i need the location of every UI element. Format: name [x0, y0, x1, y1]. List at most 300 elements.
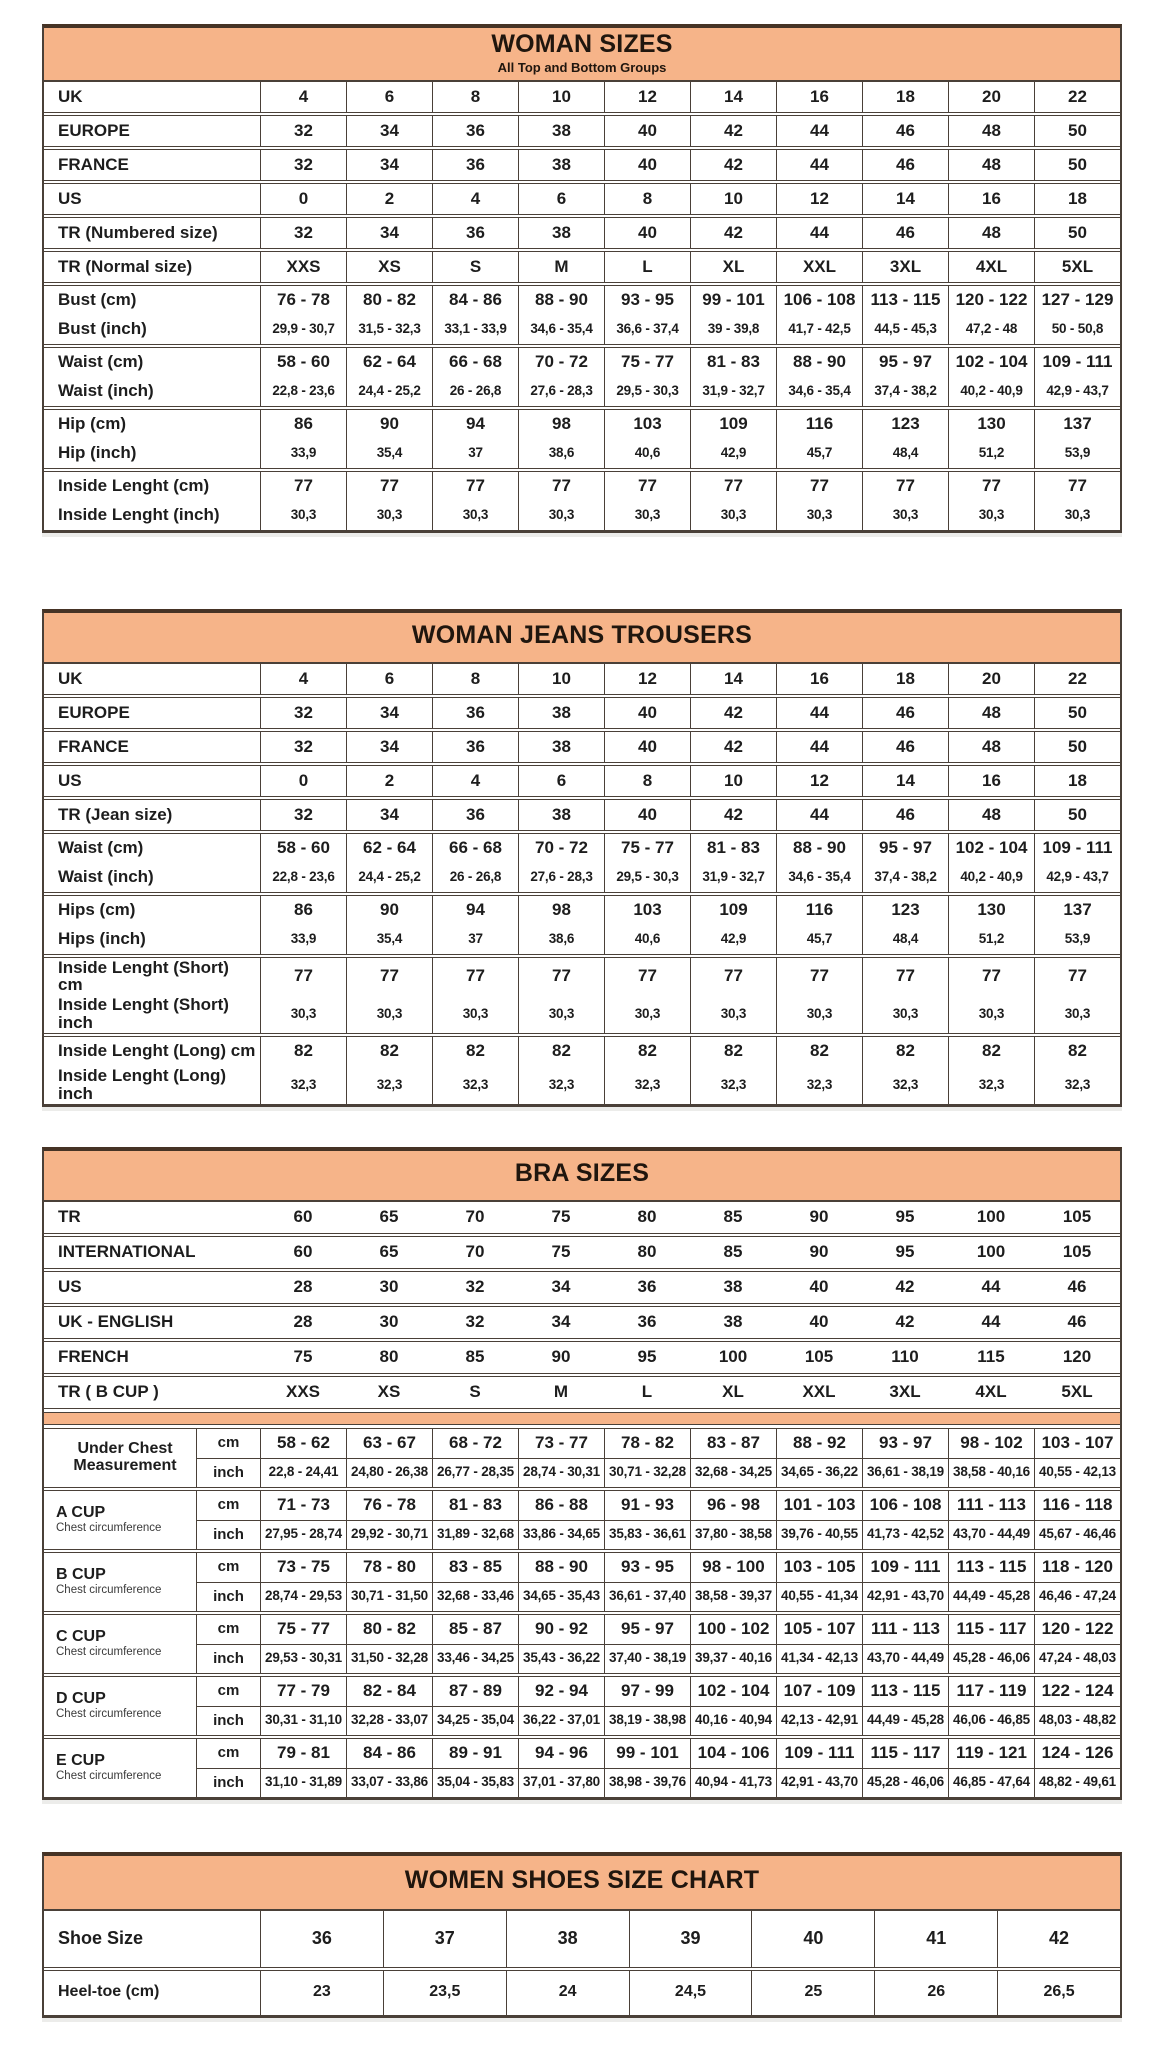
- size-cell: 34: [346, 800, 432, 830]
- size-cell: 82: [690, 1037, 776, 1066]
- size-cell: 50: [1034, 698, 1120, 728]
- size-cell: 98 - 100: [690, 1553, 776, 1582]
- size-cell: 90: [551, 1347, 571, 1367]
- size-cell: 37,80 - 38,58: [690, 1520, 776, 1549]
- size-cell: 46: [862, 218, 948, 248]
- size-cell: 30,3: [948, 995, 1034, 1033]
- size-cell: 42: [690, 800, 776, 830]
- cup-name: Under Chest Measurement: [73, 1439, 177, 1474]
- size-cell: 32: [260, 116, 346, 146]
- size-cell: 137: [1034, 896, 1120, 925]
- size-cell: 89 - 91: [432, 1739, 518, 1768]
- size-cell: 34,6 - 35,4: [776, 863, 862, 892]
- size-cell: 40,55 - 41,34: [776, 1582, 862, 1611]
- size-cell: 31,9 - 32,7: [690, 377, 776, 406]
- size-cell: 38,19 - 38,98: [604, 1706, 690, 1735]
- size-cell: 34: [551, 1312, 571, 1332]
- size-cell: 50: [1034, 116, 1120, 146]
- size-cell: 41: [874, 1911, 997, 1967]
- row-label: US: [58, 770, 82, 790]
- cup-row: [44, 1428, 1120, 1488]
- size-cell: 42: [690, 218, 776, 248]
- size-cell: 29,9 - 30,7: [260, 315, 346, 344]
- size-cell: 88 - 90: [518, 286, 604, 315]
- size-cell: 77: [518, 958, 604, 996]
- size-cell: 10: [690, 184, 776, 214]
- size-cell: 32,3: [862, 1066, 948, 1104]
- size-cell: 80 - 82: [346, 286, 432, 315]
- size-cell: 40: [604, 732, 690, 762]
- size-cell: 87 - 89: [432, 1677, 518, 1706]
- size-cell: 77: [1034, 958, 1120, 996]
- table-row: [44, 149, 1120, 181]
- size-cell: 48: [948, 150, 1034, 180]
- table-row: [44, 471, 1120, 531]
- size-cell: 8: [604, 766, 690, 796]
- size-cell: 127 - 129: [1034, 286, 1120, 315]
- size-cell: 23,5: [383, 1971, 506, 2015]
- size-cell: 50: [1034, 218, 1120, 248]
- size-cell: 37,40 - 38,19: [604, 1644, 690, 1673]
- size-cell: 40: [809, 1277, 829, 1297]
- cup-row: [44, 1490, 1120, 1550]
- row-label: Inside Lenght (cm): [58, 476, 210, 496]
- size-cell: 23: [260, 1971, 383, 2015]
- row-label: FRANCE: [58, 154, 129, 174]
- size-cell: 33,46 - 34,25: [432, 1644, 518, 1673]
- unit-label-inch: inch: [196, 1644, 260, 1673]
- size-cell: 32,3: [776, 1066, 862, 1104]
- size-cell: 93 - 95: [604, 286, 690, 315]
- size-cell: 39 - 39,8: [690, 315, 776, 344]
- size-cell: 90: [809, 1207, 829, 1227]
- cup-note: Chest circumference: [56, 1770, 162, 1783]
- size-cell: 10: [518, 664, 604, 694]
- size-cell: 40,6: [604, 439, 690, 468]
- size-cell: 53,9: [1034, 925, 1120, 954]
- size-cell: 58 - 62: [260, 1429, 346, 1458]
- size-cell: 6: [346, 82, 432, 112]
- size-cell: 20: [948, 82, 1034, 112]
- size-cell: 37,01 - 37,80: [518, 1768, 604, 1797]
- size-cell: 137: [1034, 410, 1120, 439]
- size-cell: 58 - 60: [260, 834, 346, 863]
- size-cell: 31,89 - 32,68: [432, 1520, 518, 1549]
- size-cell: 32: [260, 218, 346, 248]
- row-label: TR (Numbered size): [58, 222, 218, 242]
- row-label: FRANCE: [58, 736, 129, 756]
- row-label: TR (Normal size): [58, 256, 193, 276]
- size-cell: 102 - 104: [948, 834, 1034, 863]
- size-cell: 77: [862, 472, 948, 501]
- size-cell: XS: [346, 252, 432, 282]
- size-cell: 109 - 111: [862, 1553, 948, 1582]
- size-cell: 50 - 50,8: [1034, 315, 1120, 344]
- size-cell: 32,3: [604, 1066, 690, 1104]
- size-cell: 30: [379, 1277, 399, 1297]
- size-cell: 14: [862, 766, 948, 796]
- size-cell: 28: [293, 1277, 313, 1297]
- cup-note: Chest circumference: [56, 1708, 162, 1721]
- size-cell: 8: [432, 664, 518, 694]
- size-cell: 77: [948, 472, 1034, 501]
- size-cell: 38: [506, 1911, 629, 1967]
- size-cell: 90: [346, 896, 432, 925]
- size-cell: 18: [1034, 184, 1120, 214]
- size-cell: 107 - 109: [776, 1677, 862, 1706]
- size-cell: 88 - 90: [776, 348, 862, 377]
- size-cell: 79 - 81: [260, 1739, 346, 1768]
- size-cell: 88 - 92: [776, 1429, 862, 1458]
- size-cell: 36,6 - 37,4: [604, 315, 690, 344]
- size-cell: 82 - 84: [346, 1677, 432, 1706]
- cup-note: Chest circumference: [56, 1584, 162, 1597]
- row-label: Waist (cm): [58, 838, 144, 858]
- size-cell: 33,9: [260, 925, 346, 954]
- size-cell: 40: [604, 800, 690, 830]
- row-label: FRENCH: [58, 1347, 129, 1367]
- size-cell: 10: [690, 766, 776, 796]
- size-cell: 95 - 97: [862, 348, 948, 377]
- size-cell: 93 - 95: [604, 1553, 690, 1582]
- size-cell: 75 - 77: [260, 1615, 346, 1644]
- size-cell: 77: [862, 958, 948, 996]
- size-cell: 24: [506, 1971, 629, 2015]
- size-cell: 109 - 111: [1034, 834, 1120, 863]
- size-cell: 36: [432, 218, 518, 248]
- size-cell: 44,5 - 45,3: [862, 315, 948, 344]
- size-cell: 34: [551, 1277, 571, 1297]
- unit-label-cm: cm: [196, 1553, 260, 1582]
- size-cell: 30,3: [432, 995, 518, 1033]
- size-cell: 32,3: [260, 1066, 346, 1104]
- size-cell: 46,46 - 47,24: [1034, 1582, 1120, 1611]
- size-cell: S: [469, 1382, 481, 1402]
- size-cell: 85 - 87: [432, 1615, 518, 1644]
- size-cell: 31,10 - 31,89: [260, 1768, 346, 1797]
- size-cell: 93 - 97: [862, 1429, 948, 1458]
- size-cell: 111 - 113: [948, 1491, 1034, 1520]
- size-cell: 4: [432, 766, 518, 796]
- table-body: [44, 1910, 1120, 2016]
- size-cell: 10: [518, 82, 604, 112]
- table-row: [44, 895, 1120, 955]
- size-cell: 84 - 86: [432, 286, 518, 315]
- size-cell: 31,9 - 32,7: [690, 863, 776, 892]
- cup-name: D CUP: [56, 1689, 106, 1707]
- unit-label-cm: cm: [196, 1491, 260, 1520]
- size-cell: 80: [637, 1242, 657, 1262]
- size-cell: 30,3: [776, 501, 862, 530]
- table-row: [44, 81, 1120, 113]
- size-cell: 116 - 118: [1034, 1491, 1120, 1520]
- size-cell: 42: [690, 732, 776, 762]
- size-cell: 111 - 113: [862, 1615, 948, 1644]
- size-cell: 96 - 98: [690, 1491, 776, 1520]
- size-cell: 82: [346, 1037, 432, 1066]
- size-cell: 32,3: [518, 1066, 604, 1104]
- row-label: Waist (inch): [58, 867, 154, 887]
- size-cell: 98 - 102: [948, 1429, 1034, 1458]
- unit-label-inch: inch: [196, 1706, 260, 1735]
- size-cell: 71 - 73: [260, 1491, 346, 1520]
- size-cell: 75: [293, 1347, 313, 1367]
- row-label: US: [58, 188, 82, 208]
- size-cell: 42,9 - 43,7: [1034, 863, 1120, 892]
- size-cell: 40: [751, 1911, 874, 1967]
- size-cell: 122 - 124: [1034, 1677, 1120, 1706]
- size-cell: 105: [804, 1347, 834, 1367]
- size-cell: 78 - 82: [604, 1429, 690, 1458]
- size-cell: 24,5: [629, 1971, 752, 2015]
- row-label: EUROPE: [58, 702, 130, 722]
- size-cell: 36: [432, 150, 518, 180]
- size-cell: 0: [260, 184, 346, 214]
- size-cell: 80: [637, 1207, 657, 1227]
- size-cell: 77: [1034, 472, 1120, 501]
- row-label: Waist (inch): [58, 381, 154, 401]
- size-cell: 6: [346, 664, 432, 694]
- row-label: Inside Lenght (Long) inch: [58, 1065, 227, 1103]
- size-cell: 30,3: [604, 995, 690, 1033]
- size-cell: 77: [260, 472, 346, 501]
- row-label: TR (Jean size): [58, 804, 173, 824]
- size-cell: 109 - 111: [1034, 348, 1120, 377]
- size-cell: 22: [1034, 82, 1120, 112]
- size-cell: 51,2: [948, 925, 1034, 954]
- size-cell: 42,13 - 42,91: [776, 1706, 862, 1735]
- size-cell: 44: [776, 218, 862, 248]
- size-cell: 40: [809, 1312, 829, 1332]
- cup-name: B CUP: [56, 1565, 106, 1583]
- size-cell: 77: [604, 958, 690, 996]
- size-cell: 105: [1062, 1207, 1092, 1227]
- row-label: Inside Lenght (Long) cm: [58, 1041, 256, 1061]
- size-cell: 81 - 83: [690, 834, 776, 863]
- size-cell: 42: [895, 1277, 915, 1297]
- size-cell: 45,7: [776, 439, 862, 468]
- size-cell: 38: [518, 150, 604, 180]
- size-cell: XXL: [776, 252, 862, 282]
- size-cell: 26,5: [997, 1971, 1120, 2015]
- size-cell: 94: [432, 896, 518, 925]
- size-cell: 4XL: [948, 252, 1034, 282]
- size-cell: 30,3: [346, 995, 432, 1033]
- size-cell: 123: [862, 896, 948, 925]
- row-label: INTERNATIONAL: [58, 1242, 196, 1262]
- size-cell: 33,1 - 33,9: [432, 315, 518, 344]
- size-cell: 120: [1062, 1347, 1092, 1367]
- size-cell: 119 - 121: [948, 1739, 1034, 1768]
- size-cell: 35,83 - 36,61: [604, 1520, 690, 1549]
- size-cell: 95: [895, 1207, 915, 1227]
- size-cell: 36: [260, 1911, 383, 1967]
- size-cell: 34,25 - 35,04: [432, 1706, 518, 1735]
- size-cell: 84 - 86: [346, 1739, 432, 1768]
- table-row: [44, 731, 1120, 763]
- size-cell: 45,28 - 46,06: [862, 1768, 948, 1797]
- size-cell: 91 - 93: [604, 1491, 690, 1520]
- size-cell: 30,3: [776, 995, 862, 1033]
- size-cell: 42,91 - 43,70: [776, 1768, 862, 1797]
- size-cell: 95 - 97: [604, 1615, 690, 1644]
- size-cell: 34,65 - 35,43: [518, 1582, 604, 1611]
- size-cell: 40,2 - 40,9: [948, 863, 1034, 892]
- size-cell: 42: [997, 1911, 1120, 1967]
- size-cell: 31,50 - 32,28: [346, 1644, 432, 1673]
- size-cell: 26 - 26,8: [432, 863, 518, 892]
- size-cell: 36,61 - 37,40: [604, 1582, 690, 1611]
- size-cell: 5XL: [1061, 1382, 1093, 1402]
- size-cell: 70 - 72: [518, 834, 604, 863]
- size-cell: 75: [551, 1242, 571, 1262]
- size-cell: 30,71 - 32,28: [604, 1458, 690, 1487]
- size-cell: 63 - 67: [346, 1429, 432, 1458]
- size-cell: 123: [862, 410, 948, 439]
- size-cell: 30,3: [862, 501, 948, 530]
- size-cell: 34: [346, 116, 432, 146]
- size-cell: 22,8 - 24,41: [260, 1458, 346, 1487]
- table-row: [44, 1970, 1120, 2016]
- size-cell: 40: [604, 698, 690, 728]
- size-cell: 38: [518, 218, 604, 248]
- size-cell: 2: [346, 766, 432, 796]
- size-cell: 80: [379, 1347, 399, 1367]
- size-cell: 109: [690, 410, 776, 439]
- size-cell: 42: [690, 150, 776, 180]
- size-cell: 32: [260, 698, 346, 728]
- size-cell: 30,3: [862, 995, 948, 1033]
- size-cell: 35,43 - 36,22: [518, 1644, 604, 1673]
- size-cell: 103: [604, 410, 690, 439]
- size-cell: 38: [723, 1312, 743, 1332]
- size-cell: 62 - 64: [346, 834, 432, 863]
- size-cell: 26 - 26,8: [432, 377, 518, 406]
- size-cell: 94: [432, 410, 518, 439]
- size-cell: 38,6: [518, 439, 604, 468]
- size-cell: 24,4 - 25,2: [346, 863, 432, 892]
- row-label: Waist (cm): [58, 352, 144, 372]
- row-label: TR ( B CUP ): [58, 1382, 159, 1402]
- size-cell: 99 - 101: [690, 286, 776, 315]
- size-cell: 31,5 - 32,3: [346, 315, 432, 344]
- size-cell: XXL: [802, 1382, 836, 1402]
- size-cell: 42: [690, 698, 776, 728]
- size-cell: 16: [776, 664, 862, 694]
- size-cell: 46: [1067, 1277, 1087, 1297]
- size-cell: 38: [518, 698, 604, 728]
- cup-name: A CUP: [56, 1503, 106, 1521]
- row-label: Inside Lenght (Short) cm: [58, 957, 229, 995]
- table-row: [44, 1271, 1120, 1304]
- size-cell: L: [604, 252, 690, 282]
- size-cell: 38: [518, 732, 604, 762]
- size-cell: XXS: [285, 1382, 321, 1402]
- size-cell: 12: [776, 184, 862, 214]
- size-cell: 105 - 107: [776, 1615, 862, 1644]
- cup-name: E CUP: [56, 1751, 105, 1769]
- size-cell: 46: [862, 150, 948, 180]
- size-cell: 37: [432, 439, 518, 468]
- size-cell: 109: [690, 896, 776, 925]
- row-label: Hips (cm): [58, 900, 136, 920]
- row-label: Inside Lenght (inch): [58, 505, 220, 525]
- size-cell: 44: [776, 800, 862, 830]
- size-cell: 48,4: [862, 925, 948, 954]
- size-cell: 30,3: [432, 501, 518, 530]
- table-body: [44, 1201, 1120, 1798]
- unit-label-inch: inch: [196, 1768, 260, 1797]
- size-cell: 40: [604, 150, 690, 180]
- size-cell: 24,4 - 25,2: [346, 377, 432, 406]
- size-cell: 30,3: [260, 995, 346, 1033]
- size-cell: 43,70 - 44,49: [948, 1520, 1034, 1549]
- size-cell: 46: [862, 732, 948, 762]
- size-cell: 78 - 80: [346, 1553, 432, 1582]
- size-cell: 51,2: [948, 439, 1034, 468]
- size-cell: 65: [379, 1242, 399, 1262]
- size-cell: 32,3: [432, 1066, 518, 1104]
- size-cell: 8: [604, 184, 690, 214]
- size-cell: 18: [862, 664, 948, 694]
- size-cell: 130: [948, 410, 1034, 439]
- size-cell: 109 - 111: [776, 1739, 862, 1768]
- divider-strip: [44, 1412, 1120, 1425]
- size-cell: 30,3: [948, 501, 1034, 530]
- size-cell: 82: [1034, 1037, 1120, 1066]
- size-cell: 34,65 - 36,22: [776, 1458, 862, 1487]
- size-cell: 95: [895, 1242, 915, 1262]
- table-row: [44, 957, 1120, 1034]
- row-label: TR: [58, 1207, 81, 1227]
- size-cell: 14: [690, 664, 776, 694]
- size-cell: 77: [346, 958, 432, 996]
- unit-label-inch: inch: [196, 1582, 260, 1611]
- size-cell: 36,61 - 38,19: [862, 1458, 948, 1487]
- size-cell: 65: [379, 1207, 399, 1227]
- size-cell: 77: [604, 472, 690, 501]
- size-cell: 100 - 102: [690, 1615, 776, 1644]
- size-cell: 82: [432, 1037, 518, 1066]
- size-cell: 103: [604, 896, 690, 925]
- size-cell: 5XL: [1034, 252, 1120, 282]
- table-row: [44, 347, 1120, 407]
- size-cell: 36: [432, 800, 518, 830]
- size-cell: 37,4 - 38,2: [862, 863, 948, 892]
- size-cell: 34: [346, 698, 432, 728]
- size-cell: 86: [260, 896, 346, 925]
- size-cell: 106 - 108: [776, 286, 862, 315]
- unit-label-cm: cm: [196, 1677, 260, 1706]
- size-cell: 27,6 - 28,3: [518, 863, 604, 892]
- size-cell: 30,3: [1034, 501, 1120, 530]
- size-cell: M: [553, 1382, 569, 1402]
- size-cell: 105: [1062, 1242, 1092, 1262]
- size-cell: 32,3: [346, 1066, 432, 1104]
- size-cell: 117 - 119: [948, 1677, 1034, 1706]
- row-label: UK: [58, 86, 83, 106]
- table-row: [44, 697, 1120, 729]
- woman-jeans-trousers-table: [42, 609, 1122, 1107]
- cup-label-cell: [44, 1677, 196, 1735]
- size-cell: 32,3: [690, 1066, 776, 1104]
- size-cell: 90 - 92: [518, 1615, 604, 1644]
- size-cell: 73 - 77: [518, 1429, 604, 1458]
- size-cell: 90: [809, 1242, 829, 1262]
- bra-sizes-table: [42, 1147, 1122, 1800]
- size-cell: 14: [690, 82, 776, 112]
- size-cell: 45,28 - 46,06: [948, 1644, 1034, 1673]
